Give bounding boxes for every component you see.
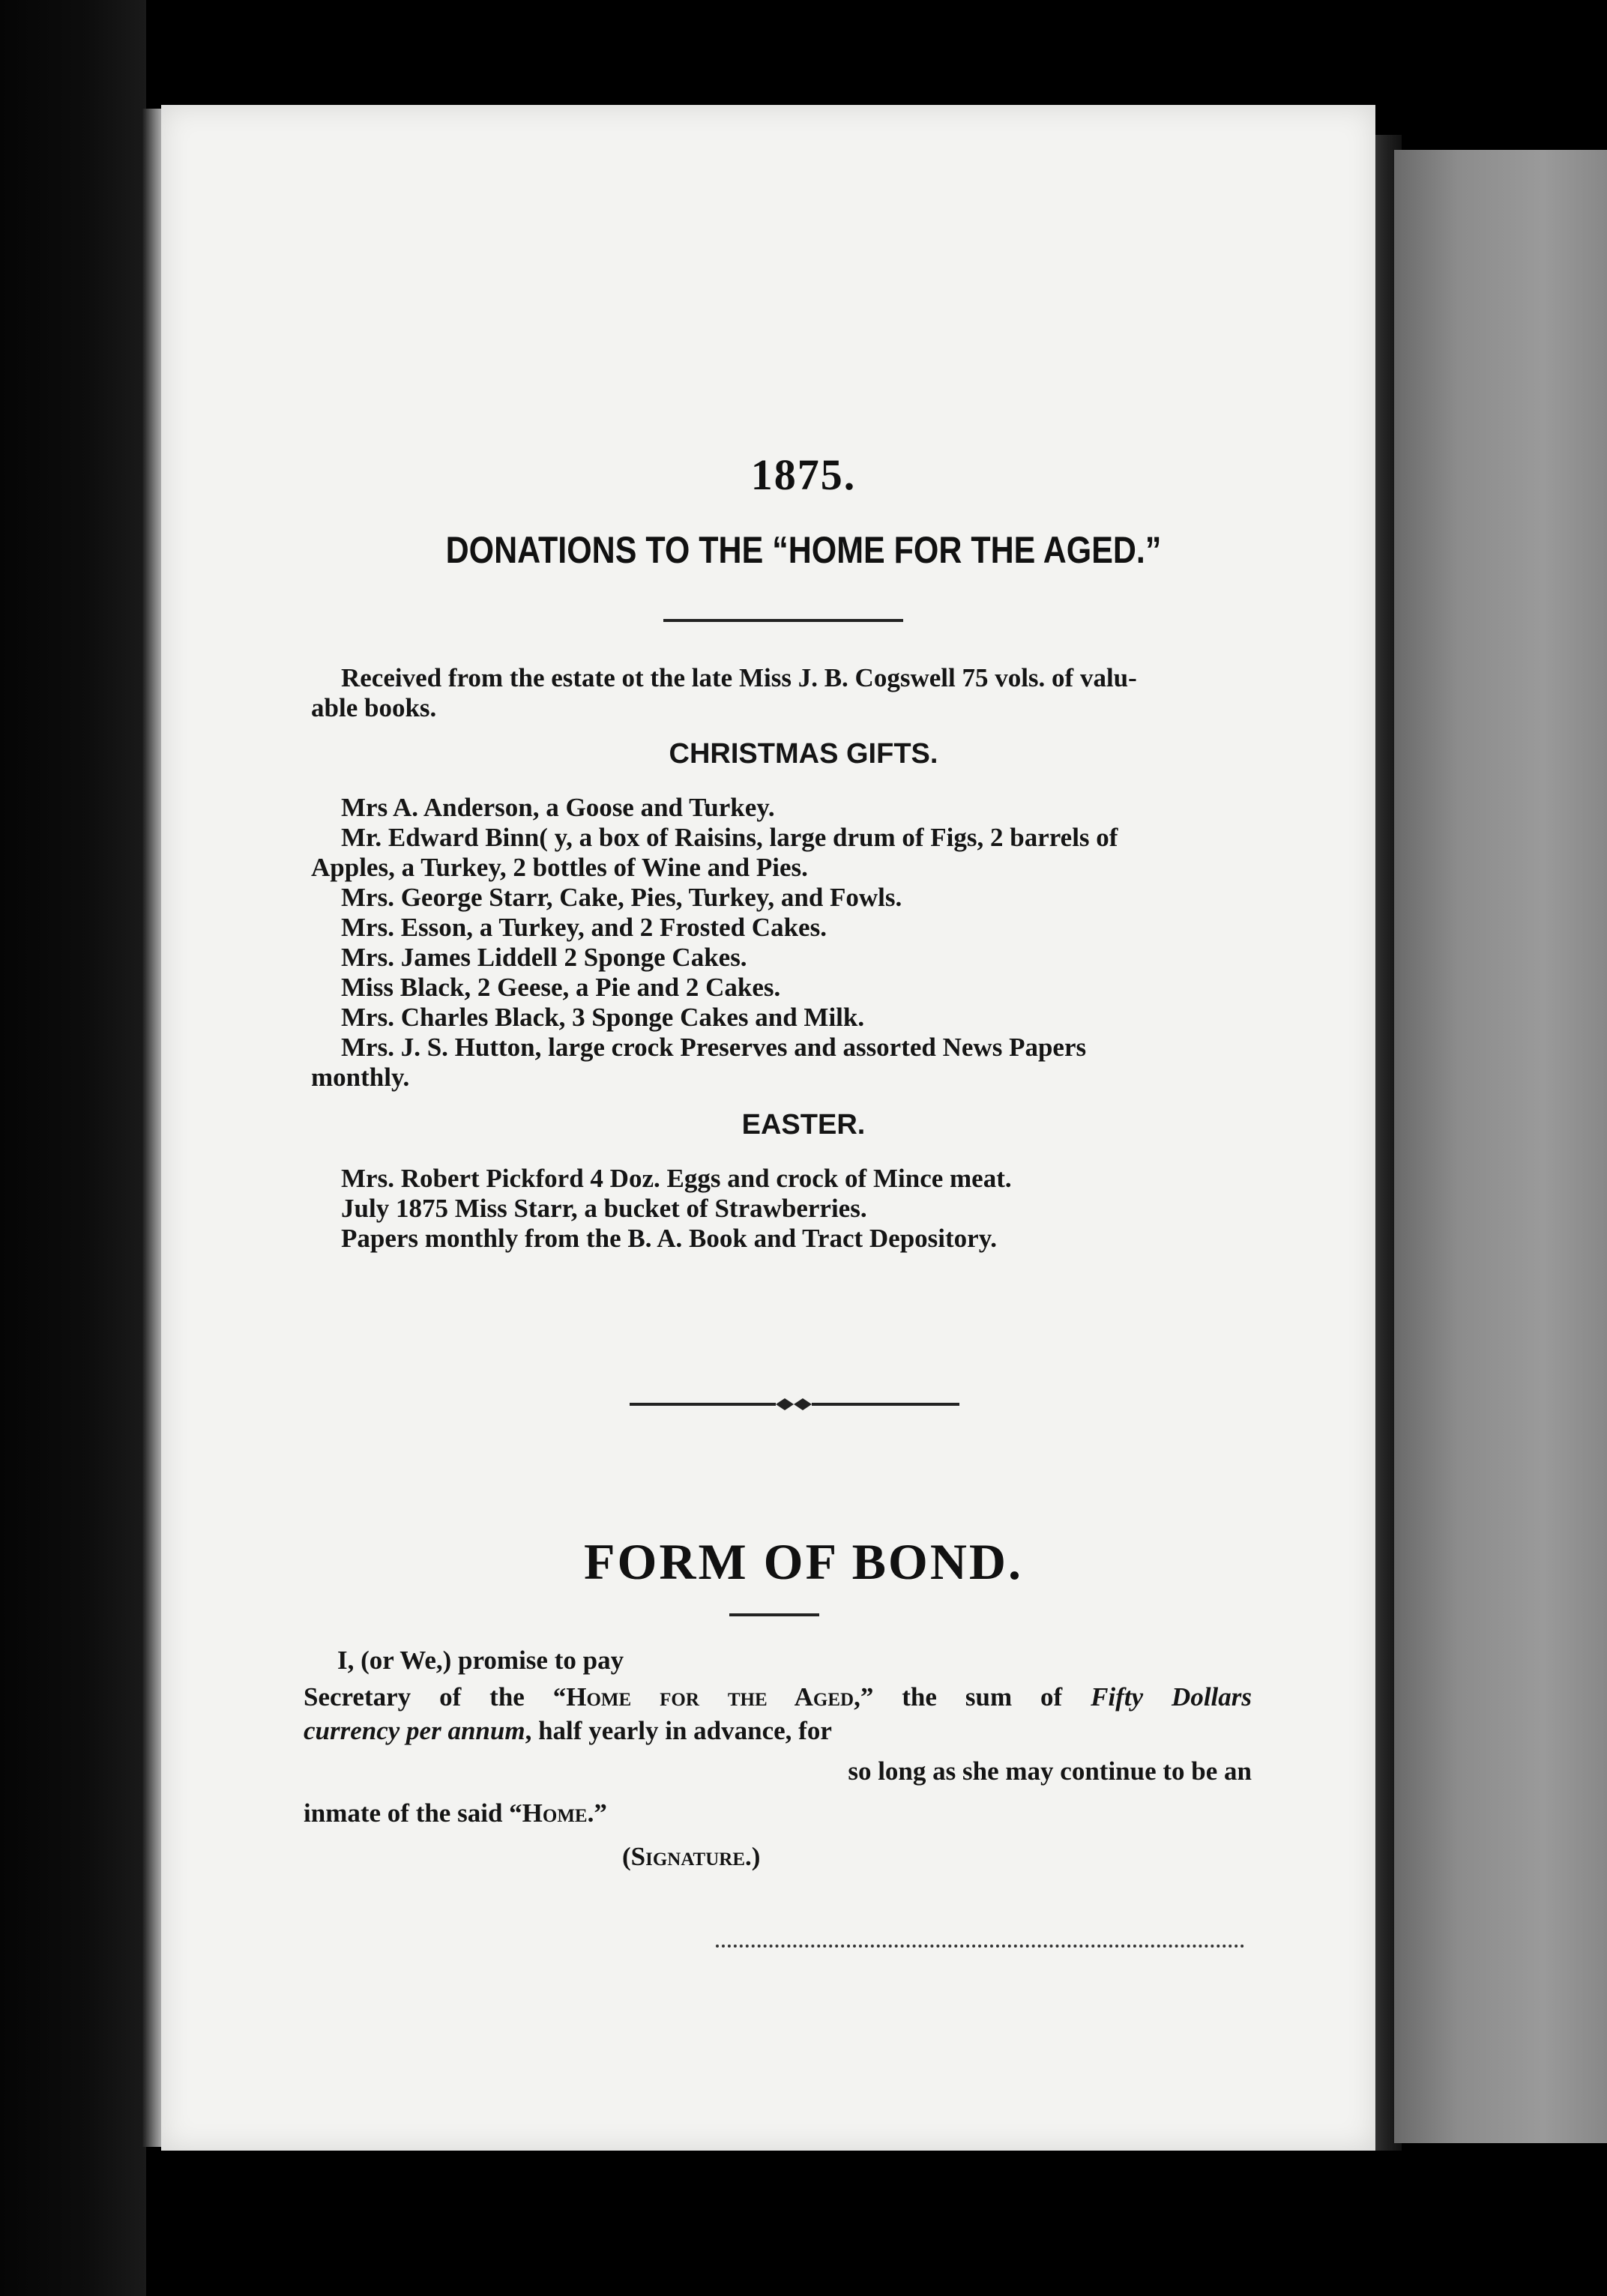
christmas-gifts-list xyxy=(311,793,1252,1093)
list-item: Mrs. Charles Black, 3 Sponge Cakes and Milk. xyxy=(341,1003,865,1032)
list-item: Miss Black, 2 Geese, a Pie and 2 Cakes. xyxy=(341,973,781,1002)
home-name: Home xyxy=(522,1798,588,1828)
list-item: Mrs. Robert Pickford 4 Doz. Eggs and crock of Mince meat. xyxy=(341,1164,1012,1193)
bond-amount: Fifty Dollars xyxy=(1091,1682,1252,1712)
bond-text: .” xyxy=(587,1798,607,1828)
list-item: Mrs. James Liddell 2 Sponge Cakes. xyxy=(341,943,747,972)
donations-heading: DONATIONS TO THE “HOME FOR THE AGED.” xyxy=(445,529,1162,571)
signature-label: (Signature.) xyxy=(622,1842,761,1871)
bond-line-4: so long as she may continue to be an xyxy=(848,1756,1252,1786)
list-item: Mr. Edward Binn( y, a box of Raisins, large drum of Figs, 2 barrels of xyxy=(341,823,1118,852)
list-item: Mrs. J. S. Hutton, large crock Preserves and assorted News Papers xyxy=(341,1033,1087,1062)
intro-line: able books. xyxy=(311,693,437,722)
bond-line-3 xyxy=(304,1716,1252,1746)
list-item: Papers monthly from the B. A. Book and Tract Depository. xyxy=(341,1224,998,1253)
list-item-continuation: Apples, a Turkey, 2 bottles of Wine and Pies. xyxy=(311,853,808,882)
list-item: July 1875 Miss Starr, a bucket of Strawberries. xyxy=(341,1194,867,1223)
christmas-gifts-heading: CHRISTMAS GIFTS. xyxy=(669,738,938,770)
bond-text: , half yearly in advance, for xyxy=(525,1716,832,1745)
bond-line-1: I, (or We,) promise to pay xyxy=(337,1646,624,1675)
bond-text: Secretary of the “ xyxy=(304,1682,567,1712)
bond-title-rule xyxy=(729,1613,819,1616)
list-item-continuation: monthly. xyxy=(311,1063,410,1092)
heading-rule xyxy=(663,619,903,622)
bond-line-5 xyxy=(304,1798,1252,1828)
adjacent-page xyxy=(1394,150,1607,2143)
page-year: 1875. xyxy=(750,450,857,499)
bond-currency: currency per annum xyxy=(304,1716,525,1745)
bond-text: inmate of the said “ xyxy=(304,1798,522,1828)
intro-paragraph xyxy=(311,663,1252,723)
list-item: Mrs A. Anderson, a Goose and Turkey. xyxy=(341,793,775,822)
intro-line: Received from the estate ot the late Miss J. B. Cogswell 75 vols. of valu- xyxy=(341,663,1137,692)
home-name: Home for the Aged xyxy=(566,1682,854,1712)
scan-background xyxy=(0,0,146,2296)
list-item: Mrs. George Starr, Cake, Pies, Turkey, and Fowls. xyxy=(341,883,902,912)
signature-line xyxy=(716,1945,1244,1948)
form-of-bond-title: FORM OF BOND. xyxy=(583,1533,1024,1590)
easter-list xyxy=(311,1164,1252,1254)
ornament-divider xyxy=(630,1395,959,1413)
bond-line-2 xyxy=(304,1682,1252,1712)
easter-heading: EASTER. xyxy=(741,1109,866,1141)
list-item: Mrs. Esson, a Turkey, and 2 Frosted Cakes. xyxy=(341,913,827,942)
bond-text: ,” the sum of xyxy=(854,1682,1063,1712)
